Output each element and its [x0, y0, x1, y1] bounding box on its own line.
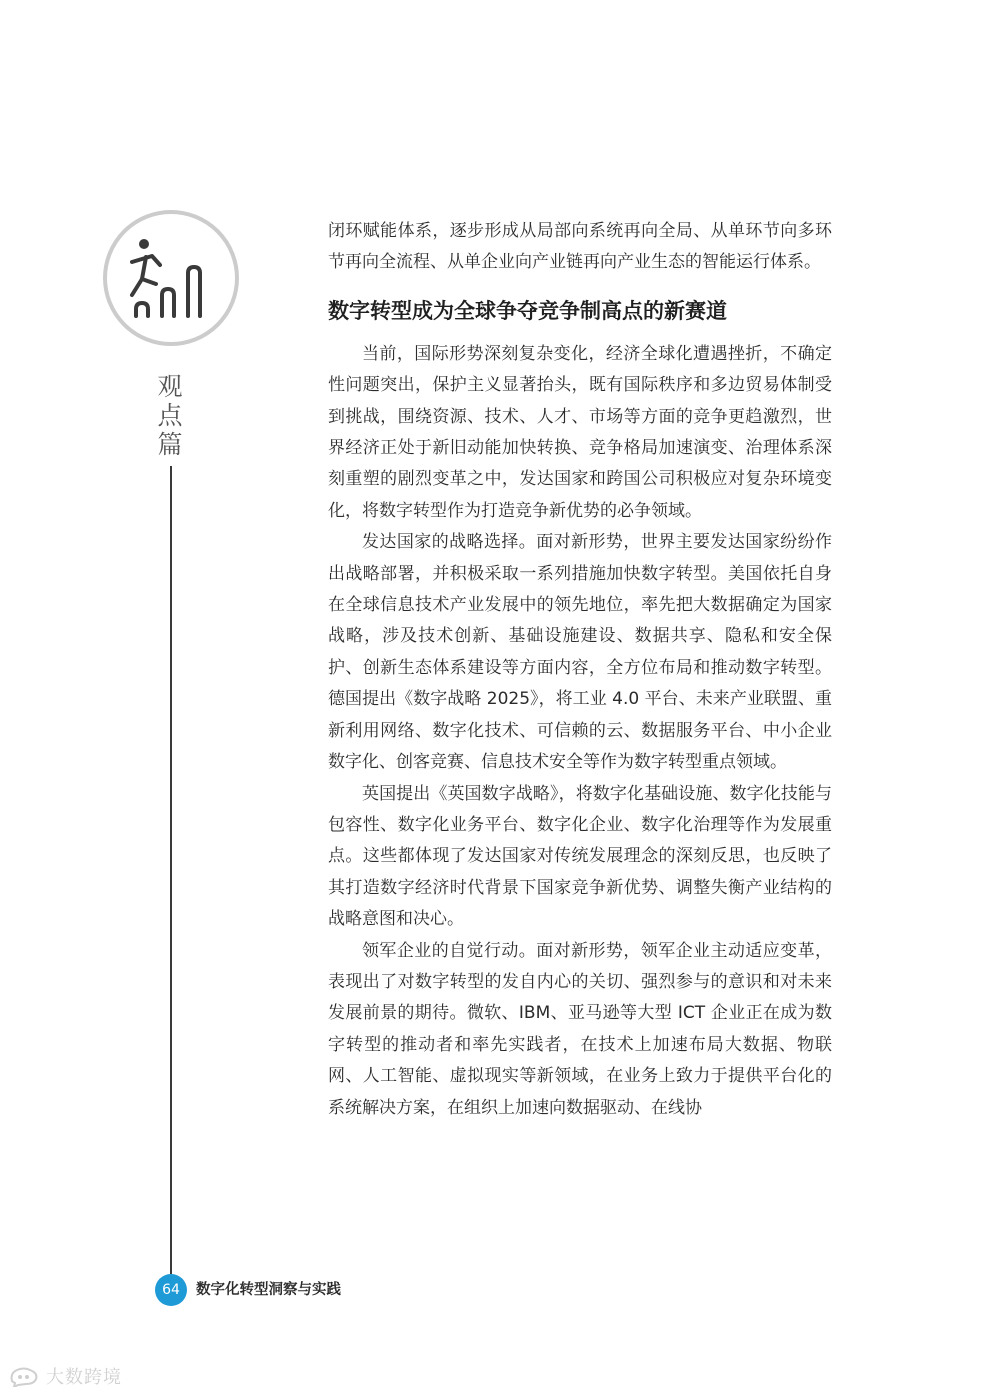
speech-bubble-logo-icon — [8, 1365, 42, 1387]
watermark-text: 大数跨境 — [46, 1367, 122, 1388]
paragraph-2: 发达国家的战略选择。面对新形势，世界主要发达国家纷纷作出战略部署，并积极采取一系列措施加快数字转型。美国依托自身在全球信息技术产业发展中的领先地位，率先把大数据确定为国家战略，涉及技术创新、基础设施建设、数据共享、隐私和安全保护、创新生态体系建设等方面内容，全方位布局和推动数字转型。德国提出《数字战略 2025》，将工业 4.0 平台、未来产业联盟、重新利用网络、数字化技术、可信赖的云、数据服务平台、中小企业数字化、创客竞赛、信息技术安全等作为数字转型重点领域。 — [328, 532, 832, 773]
vertical-divider — [170, 466, 172, 1274]
article-body — [328, 216, 832, 1124]
person-climbing-bars-icon — [102, 209, 240, 347]
section-emblem — [102, 209, 240, 347]
paragraph-4: 领军企业的自觉行动。面对新形势，领军企业主动适应变革，表现出了对数字转型的发自内心的关切、强烈参与的意识和对未来发展前景的期待。微软、IBM、亚马逊等大型 ICT 企业正在成为数字转型的推动者和率先实践者，在技术上加速布局大数据、物联网、人工智能、虚拟现实等新领域，在业务上致力于提供平台化的系统解决方案，在组织上加速向数据驱动、在线协 — [328, 940, 832, 1118]
watermark — [8, 1364, 122, 1388]
paragraph-3: 英国提出《英国数字战略》，将数字化基础设施、数字化技能与包容性、数字化业务平台、数字化企业、数字化治理等作为发展重点。这些都体现了发达国家对传统发展理念的深刻反思，也反映了其打造数字经济时代背景下国家竞争新优势、调整失衡产业结构的战略意图和决心。 — [328, 783, 832, 930]
section-label: 观点篇 — [157, 372, 183, 459]
page-number: 64 — [155, 1274, 187, 1306]
intro-paragraph: 闭环赋能体系，逐步形成从局部向系统再向全局、从单环节向多环节再向全流程、从单企业向产业链再向产业生态的智能运行体系。 — [328, 221, 832, 273]
book-title: 数字化转型洞察与实践 — [196, 1282, 341, 1298]
paragraph-1: 当前，国际形势深刻复杂变化，经济全球化遭遇挫折，不确定性问题突出，保护主义显著抬头，既有国际秩序和多边贸易体制受到挑战，围绕资源、技术、人才、市场等方面的竞争更趋激烈，世界经济正处于新旧动能加快转换、竞争格局加速演变、治理体系深刻重塑的剧烈变革之中，发达国家和跨国公司积极应对复杂环境变化，将数字转型作为打造竞争新优势的必争领域。 — [328, 343, 832, 521]
section-heading: 数字转型成为全球争夺竞争制高点的新赛道 — [328, 297, 727, 323]
